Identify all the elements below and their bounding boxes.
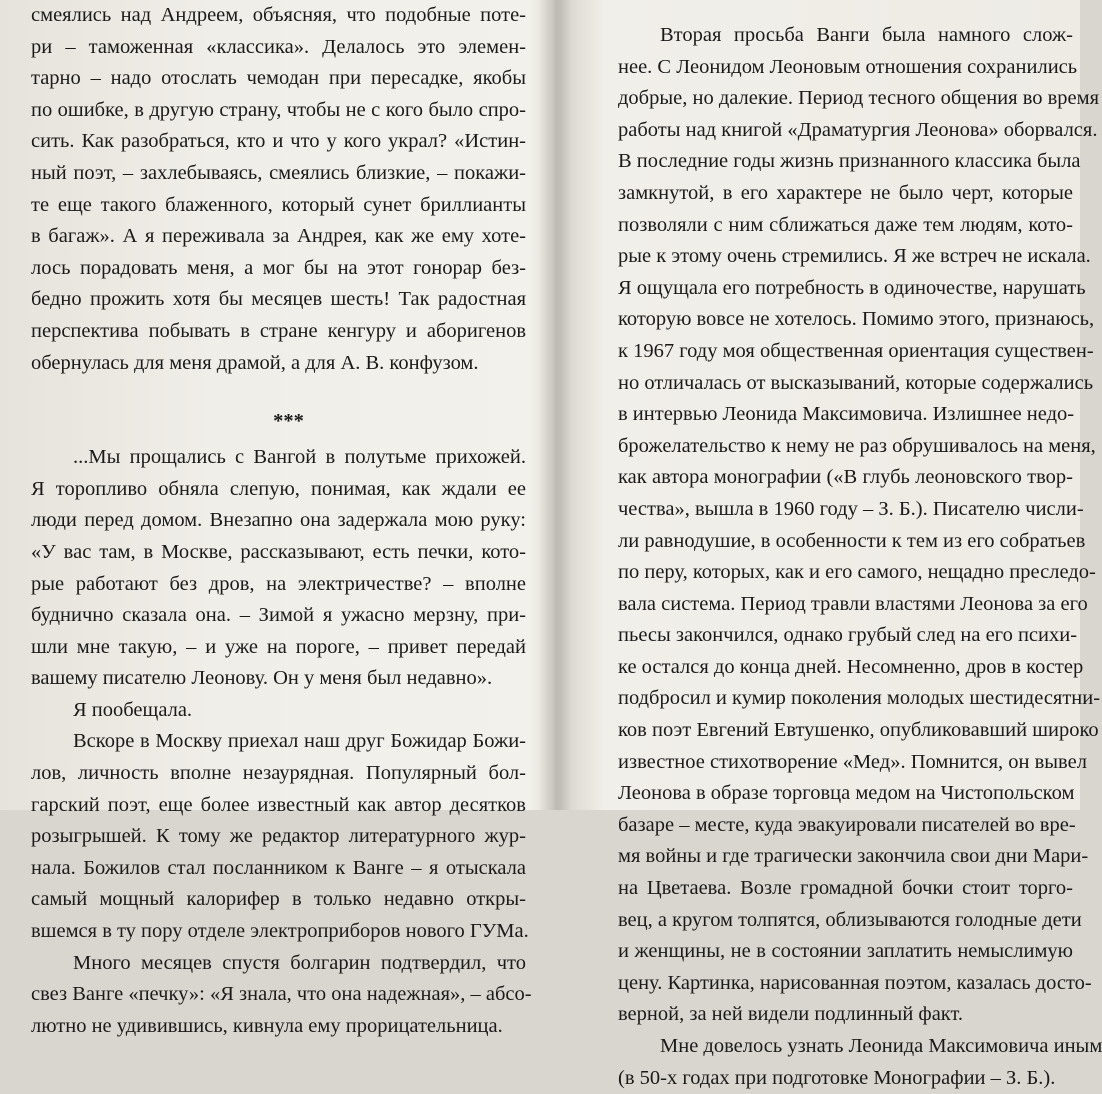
text-line: тарно – надо отослать чемодан при пересадке, якобы bbox=[31, 67, 526, 90]
book-gutter bbox=[538, 0, 572, 810]
text-line: базаре – месте, куда эвакуировали писателей во вре- bbox=[618, 813, 1076, 836]
text-line: свез Ванге «печку»: «Я знала, что она надежная», – абсо- bbox=[31, 983, 532, 1006]
left-paragraph-3 bbox=[31, 695, 526, 727]
text-line: которую вовсе не хотелось. Помимо этого, признаюсь, bbox=[618, 308, 1095, 331]
text-line: ли равнодушие, в особенности к тем из его собратьев bbox=[618, 529, 1086, 552]
text-line: замкнутой, в его характере не было черт, которые bbox=[618, 181, 1073, 204]
text-line: и женщины, не в состоянии заплатить немыслимую bbox=[618, 940, 1073, 963]
text-line: рые работают без дров, на электричестве? – вполне bbox=[31, 572, 526, 595]
text-line: ри – таможенная «классика». Делалось это элемен- bbox=[31, 35, 526, 58]
text-line: ке остался до конца дней. Несомненно, дров в костер bbox=[618, 655, 1084, 678]
left-paragraph-2 bbox=[31, 442, 526, 695]
right-paragraph-1 bbox=[618, 20, 1101, 1031]
text-line: сить. Как разобраться, кто и что у кого украл? «Истин- bbox=[31, 130, 526, 153]
text-line: вшемся в ту пору отделе электроприборов нового ГУМа. bbox=[31, 920, 529, 943]
text-line: известное стихотворение «Мед». Помнится, он вывел bbox=[618, 750, 1087, 773]
text-line: смеялись над Андреем, объясняя, что подобные поте- bbox=[31, 4, 526, 26]
text-line: как автора монографии («В глубь леоновского твор- bbox=[618, 466, 1073, 489]
text-line: Я торопливо обняла слепую, понимая, как ждали ее bbox=[31, 477, 526, 500]
text-line: в багаж». А я переживала за Андрея, как же ему хоте- bbox=[31, 225, 526, 248]
text-line: но отличалась от высказываний, которые содержались bbox=[618, 371, 1094, 394]
text-line: буднично сказала она. – Зимой я ужасно мерзну, при- bbox=[31, 604, 526, 627]
left-paragraph-4 bbox=[31, 726, 529, 947]
left-paragraph-1 bbox=[31, 0, 526, 379]
text-line: Много месяцев спустя болгарин подтвердил, что bbox=[73, 951, 526, 974]
section-separator: *** bbox=[273, 410, 304, 433]
text-line: Вторая просьба Ванги была намного слож- bbox=[660, 24, 1073, 46]
text-line: ный поэт, – захлебываясь, смеялись близкие, – покажи- bbox=[31, 161, 526, 184]
text-line: (в 50-х годах при подготовке Монографии – З. Б.). bbox=[618, 1066, 1056, 1089]
left-page bbox=[31, 0, 532, 1042]
text-line: шли мне такую, – и уже на пороге, – привет передай bbox=[31, 635, 526, 658]
text-line: Мне довелось узнать Леонида Максимовича иным bbox=[660, 1035, 1102, 1057]
text-line: пьесы закончился, однако грубый след на его психи- bbox=[618, 624, 1078, 647]
right-page bbox=[618, 20, 1102, 1094]
text-line: в интервью Леонида Максимовича. Излишнее недо- bbox=[618, 403, 1075, 426]
text-line: цену. Картинка, нарисованная поэтом, казалась досто- bbox=[618, 971, 1092, 994]
text-line: брожелательство к нему не раз обрушивалось на меня, bbox=[618, 434, 1096, 457]
text-line: вала система. Период травли властями Леонова за его bbox=[618, 592, 1088, 615]
text-line: самый мощный калорифер в только недавно откры- bbox=[31, 888, 526, 911]
text-line: перспектива побывать в стране кенгуру и аборигенов bbox=[31, 319, 526, 342]
text-line: вашему писателю Леонову. Он у меня был недавно». bbox=[31, 667, 493, 690]
left-paragraph-5 bbox=[31, 948, 532, 1043]
text-line: к 1967 году моя общественная ориентация существен- bbox=[618, 339, 1094, 362]
text-line: лютно не удивившись, кивнула ему прорицательница. bbox=[31, 1014, 503, 1037]
text-line: рые к этому очень стремились. Я же встреч не искала. bbox=[618, 245, 1091, 268]
text-line: мя войны и где трагически закончила свои дни Мари- bbox=[618, 845, 1089, 868]
text-line: подбросил и кумир поколения молодых шестидесятни- bbox=[618, 687, 1101, 710]
text-line: лов, личность вполне незаурядная. Популярный бол- bbox=[31, 762, 526, 785]
text-line: Я ощущала его потребность в одиночестве, нарушать bbox=[618, 276, 1086, 299]
text-line: позволяли с ним сближаться даже тем людям, кото- bbox=[618, 213, 1073, 236]
text-line: те еще такого блаженного, который сунет бриллианты bbox=[31, 193, 526, 216]
text-line: Вскоре в Москву приехал наш друг Божидар Божи- bbox=[73, 730, 526, 753]
right-paragraph-2 bbox=[618, 1031, 1102, 1094]
text-line: люди перед домом. Внезапно она задержала мою руку: bbox=[31, 509, 526, 532]
text-line: В последние годы жизнь признанного классика была bbox=[618, 150, 1081, 173]
text-line: вец, а кругом толпятся, облизываются голодные дети bbox=[618, 908, 1082, 931]
text-line: работы над книгой «Драматургия Леонова» оборвался. bbox=[618, 118, 1098, 141]
text-line: ков поэт Евгений Евтушенко, опубликовавший широко bbox=[618, 719, 1099, 742]
text-line: лось порадовать меня, а мог бы на этот гонорар без- bbox=[31, 256, 526, 279]
text-line: «У вас там, в Москве, рассказывают, есть печки, кото- bbox=[31, 540, 526, 563]
text-line: обернулась для меня драмой, а для А. В. конфузом. bbox=[31, 351, 479, 374]
text-line: по перу, которых, как и его самого, нещадно преследо- bbox=[618, 561, 1096, 584]
text-line: розыгрышей. К тому же редактор литературного жур- bbox=[31, 825, 526, 848]
text-line: Леонова в образе торговца медом на Чистопольском bbox=[618, 782, 1075, 805]
text-line: нала. Божилов стал посланником к Ванге – я отыскала bbox=[31, 856, 526, 879]
text-line: на Цветаева. Возле громадной бочки стоит торго- bbox=[618, 877, 1073, 900]
text-line: ...Мы прощались с Вангой в полутьме прихожей. bbox=[73, 446, 526, 469]
text-line: по ошибке, в другую страну, чтобы не с кого было спро- bbox=[31, 98, 526, 121]
text-line: добрые, но далекие. Период тесного общения во время bbox=[618, 87, 1100, 110]
text-line: Я пообещала. bbox=[73, 698, 193, 721]
text-line: нее. С Леонидом Леоновым отношения сохранились bbox=[618, 55, 1078, 78]
text-line: гарский поэт, еще более известный как автор десятков bbox=[31, 793, 526, 816]
text-line: бедно прожить хотя бы месяцев шесть! Так радостная bbox=[31, 288, 526, 311]
text-line: чества», вышла в 1960 году – З. Б.). Писателю числи- bbox=[618, 497, 1084, 520]
text-line: верной, за ней видели подлинный факт. bbox=[618, 1003, 964, 1026]
